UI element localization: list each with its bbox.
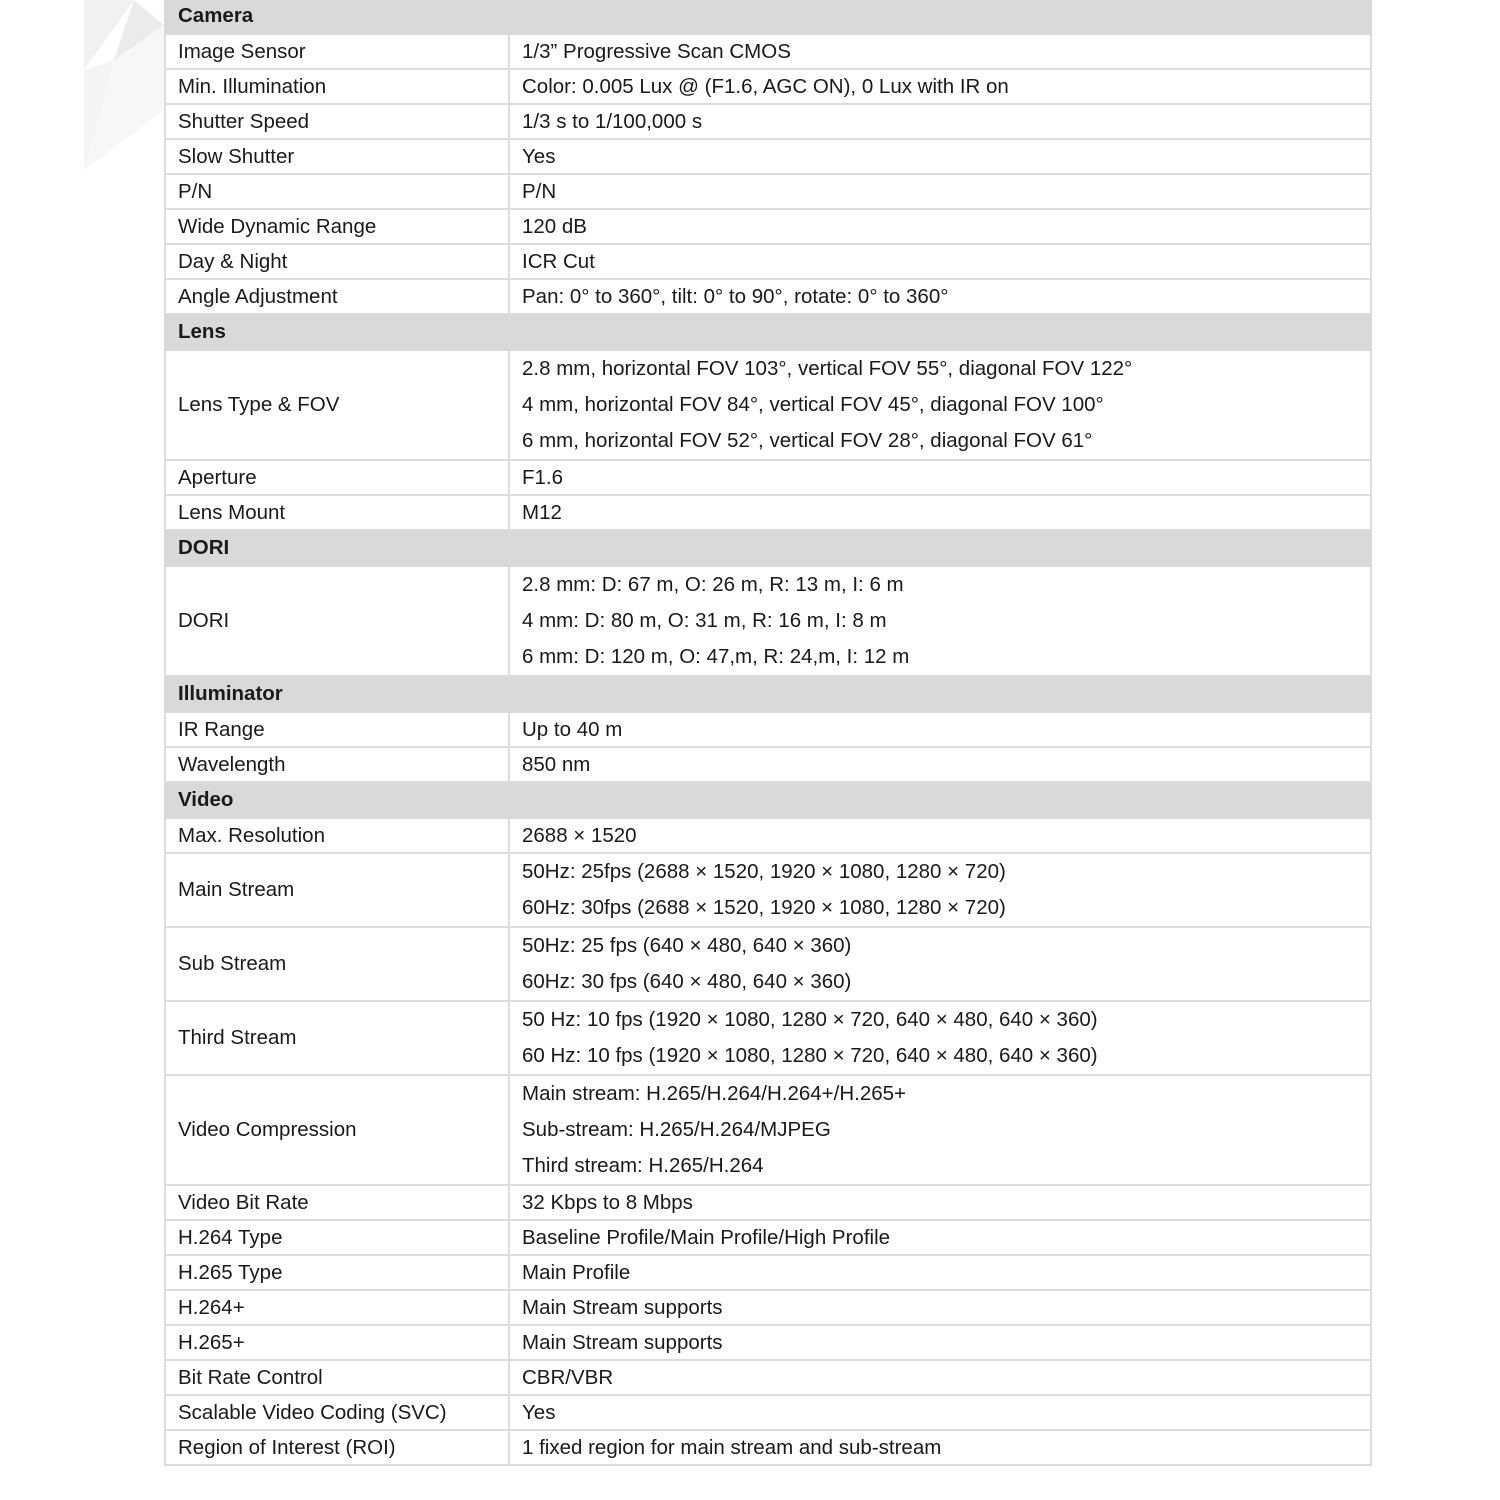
spec-value	[509, 350, 1371, 460]
spec-value-line: CBR/VBR	[522, 1366, 614, 1389]
spec-value-line: 2688 × 1520	[522, 824, 637, 847]
spec-label: Bit Rate Control	[165, 1360, 509, 1395]
spec-value	[509, 279, 1371, 314]
spec-value-line: 6 mm, horizontal FOV 52°, vertical FOV 28°, diagonal FOV 61°	[522, 429, 1093, 452]
spec-label: Wavelength	[165, 747, 509, 782]
spec-value-line: 6 mm: D: 120 m, O: 47,m, R: 24,m, I: 12 m	[522, 645, 910, 668]
spec-value	[509, 566, 1371, 676]
decorative-watermark-shape	[84, 0, 164, 180]
spec-label: Slow Shutter	[165, 139, 509, 174]
spec-value-line: 1 fixed region for main stream and sub-stream	[522, 1436, 942, 1459]
table-row	[165, 1255, 1371, 1290]
spec-value-line: 2.8 mm, horizontal FOV 103°, vertical FOV 55°, diagonal FOV 122°	[522, 357, 1133, 380]
spec-value-line: 60Hz: 30fps (2688 × 1520, 1920 × 1080, 1280 × 720)	[522, 896, 1006, 919]
spec-label: Video Compression	[165, 1075, 509, 1185]
spec-label: H.265 Type	[165, 1255, 509, 1290]
spec-label: Wide Dynamic Range	[165, 209, 509, 244]
spec-label: DORI	[165, 566, 509, 676]
spec-value-line: F1.6	[522, 466, 564, 489]
spec-value-line: 1/3” Progressive Scan CMOS	[522, 40, 791, 63]
spec-label: P/N	[165, 174, 509, 209]
spec-value-line: M12	[522, 501, 562, 524]
spec-value-line: 32 Kbps to 8 Mbps	[522, 1191, 693, 1214]
spec-value-line: 50Hz: 25fps (2688 × 1520, 1920 × 1080, 1280 × 720)	[522, 860, 1006, 883]
spec-label: H.264+	[165, 1290, 509, 1325]
spec-value-line: Main Stream supports	[522, 1331, 723, 1354]
table-row	[165, 927, 1371, 1001]
spec-value-line: Main stream: H.265/H.264/H.264+/H.265+	[522, 1082, 907, 1105]
table-row	[165, 69, 1371, 104]
spec-value	[509, 460, 1371, 495]
spec-value-line: Third stream: H.265/H.264	[522, 1154, 764, 1177]
spec-label: Region of Interest (ROI)	[165, 1430, 509, 1465]
spec-value	[509, 1001, 1371, 1075]
spec-value	[509, 747, 1371, 782]
spec-value	[509, 818, 1371, 853]
table-row	[165, 350, 1371, 460]
spec-value	[509, 139, 1371, 174]
table-row	[165, 139, 1371, 174]
section-title: Illuminator	[165, 676, 1371, 712]
spec-value-line: 50Hz: 25 fps (640 × 480, 640 × 360)	[522, 934, 852, 957]
table-row	[165, 1360, 1371, 1395]
spec-value-line: 850 nm	[522, 753, 591, 776]
spec-label: Video Bit Rate	[165, 1185, 509, 1220]
spec-label: Main Stream	[165, 853, 509, 927]
section-header	[165, 782, 1371, 818]
table-row	[165, 279, 1371, 314]
spec-value	[509, 244, 1371, 279]
spec-value	[509, 1430, 1371, 1465]
table-row	[165, 460, 1371, 495]
spec-value-line: Pan: 0° to 360°, tilt: 0° to 90°, rotate: 0° to 360°	[522, 285, 949, 308]
section-header	[165, 0, 1371, 34]
spec-value-line: Yes	[522, 145, 556, 168]
spec-value	[509, 1075, 1371, 1185]
spec-value-line: 120 dB	[522, 215, 587, 238]
section-title: DORI	[165, 530, 1371, 566]
table-row	[165, 209, 1371, 244]
spec-label: Third Stream	[165, 1001, 509, 1075]
table-row	[165, 1325, 1371, 1360]
section-title: Video	[165, 782, 1371, 818]
spec-label: Day & Night	[165, 244, 509, 279]
table-row	[165, 818, 1371, 853]
spec-label: Lens Mount	[165, 495, 509, 530]
spec-value	[509, 1185, 1371, 1220]
spec-value-line: Up to 40 m	[522, 718, 623, 741]
spec-value	[509, 495, 1371, 530]
table-row	[165, 1430, 1371, 1465]
table-row	[165, 566, 1371, 676]
table-row	[165, 104, 1371, 139]
table-row	[165, 244, 1371, 279]
spec-label: Angle Adjustment	[165, 279, 509, 314]
spec-label: Min. Illumination	[165, 69, 509, 104]
table-row	[165, 1185, 1371, 1220]
table-row	[165, 34, 1371, 69]
table-row	[165, 1290, 1371, 1325]
spec-label: H.264 Type	[165, 1220, 509, 1255]
spec-value-line: Sub-stream: H.265/H.264/MJPEG	[522, 1118, 831, 1141]
table-row	[165, 747, 1371, 782]
spec-value-line: 1/3 s to 1/100,000 s	[522, 110, 703, 133]
section-header	[165, 530, 1371, 566]
spec-value	[509, 1395, 1371, 1430]
spec-value-line: 60Hz: 30 fps (640 × 480, 640 × 360)	[522, 970, 852, 993]
spec-value-line: Main Profile	[522, 1261, 631, 1284]
spec-value-line: Main Stream supports	[522, 1296, 723, 1319]
section-title: Lens	[165, 314, 1371, 350]
spec-table	[164, 0, 1372, 1466]
section-title: Camera	[165, 0, 1371, 34]
spec-label: Sub Stream	[165, 927, 509, 1001]
spec-value	[509, 104, 1371, 139]
spec-value	[509, 1255, 1371, 1290]
table-row	[165, 853, 1371, 927]
spec-value-line: 50 Hz: 10 fps (1920 × 1080, 1280 × 720, 640 × 480, 640 × 360)	[522, 1008, 1098, 1031]
spec-label: Max. Resolution	[165, 818, 509, 853]
spec-value-line: ICR Cut	[522, 250, 595, 273]
spec-value-line: 60 Hz: 10 fps (1920 × 1080, 1280 × 720, 640 × 480, 640 × 360)	[522, 1044, 1098, 1067]
spec-value-line: 2.8 mm: D: 67 m, O: 26 m, R: 13 m, I: 6 m	[522, 573, 904, 596]
spec-value	[509, 34, 1371, 69]
spec-value-line: 4 mm, horizontal FOV 84°, vertical FOV 45°, diagonal FOV 100°	[522, 393, 1104, 416]
table-row	[165, 174, 1371, 209]
spec-value	[509, 174, 1371, 209]
spec-label: Image Sensor	[165, 34, 509, 69]
spec-value-line: P/N	[522, 180, 557, 203]
spec-value	[509, 927, 1371, 1001]
table-row	[165, 712, 1371, 747]
spec-label: Shutter Speed	[165, 104, 509, 139]
spec-value	[509, 853, 1371, 927]
spec-label: Lens Type & FOV	[165, 350, 509, 460]
spec-value-line: Yes	[522, 1401, 556, 1424]
spec-value	[509, 1220, 1371, 1255]
spec-value	[509, 69, 1371, 104]
spec-value-line: Baseline Profile/Main Profile/High Profile	[522, 1226, 891, 1249]
spec-value	[509, 1325, 1371, 1360]
table-row	[165, 1220, 1371, 1255]
spec-label: H.265+	[165, 1325, 509, 1360]
spec-value	[509, 1360, 1371, 1395]
table-row	[165, 1001, 1371, 1075]
spec-value-line: Color: 0.005 Lux @ (F1.6, AGC ON), 0 Lux with IR on	[522, 75, 1009, 98]
table-row	[165, 495, 1371, 530]
table-row	[165, 1075, 1371, 1185]
spec-label: IR Range	[165, 712, 509, 747]
spec-value	[509, 712, 1371, 747]
section-header	[165, 314, 1371, 350]
spec-value	[509, 209, 1371, 244]
spec-value-line: 4 mm: D: 80 m, O: 31 m, R: 16 m, I: 8 m	[522, 609, 887, 632]
spec-label: Aperture	[165, 460, 509, 495]
section-header	[165, 676, 1371, 712]
table-row	[165, 1395, 1371, 1430]
spec-value	[509, 1290, 1371, 1325]
spec-label: Scalable Video Coding (SVC)	[165, 1395, 509, 1430]
